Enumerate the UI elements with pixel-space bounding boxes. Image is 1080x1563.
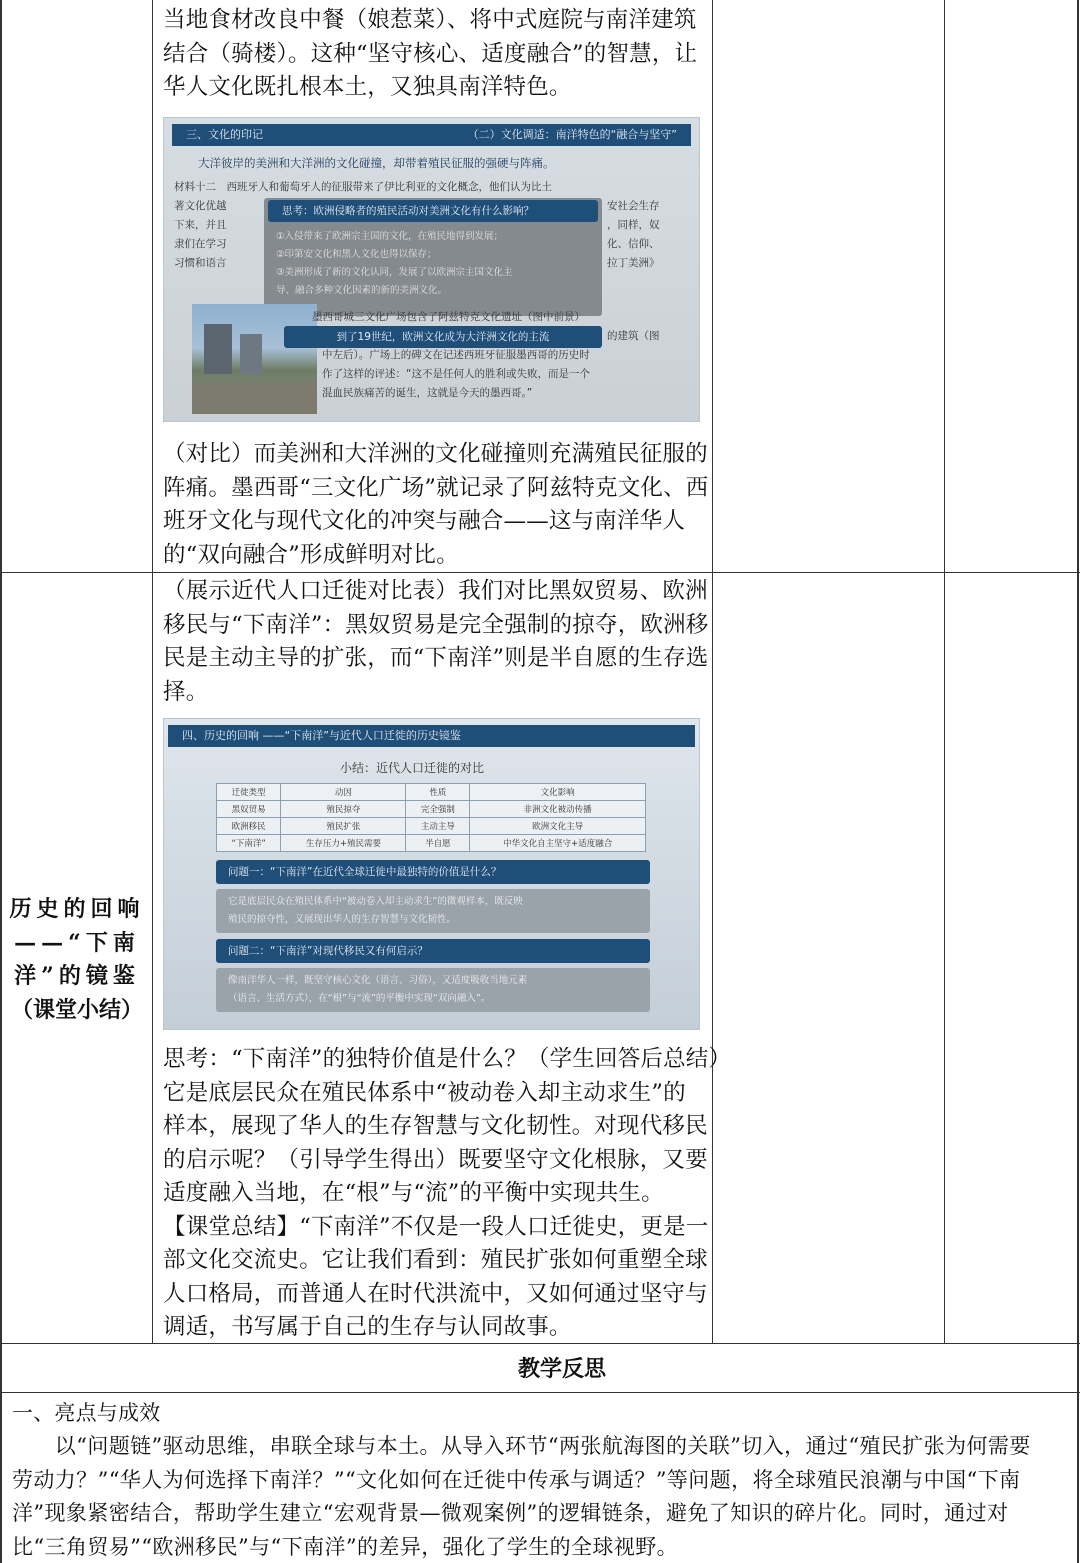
answer-one-box xyxy=(216,889,650,933)
table-cell: 殖民扩张 xyxy=(281,818,406,835)
table-border-left xyxy=(0,0,2,1563)
text-line: 班牙文化与现代文化的冲突与融合——这与南洋华人 xyxy=(163,508,686,534)
slide-header-right: （二）文化调适：南洋特色的“融合与坚守” xyxy=(467,128,677,141)
material-line: 材料十二 西班牙人和葡萄牙人的征服带来了伊比利亚的文化概念，他们认为比土 xyxy=(174,181,552,193)
reflection-subheading: 一、亮点与成效 xyxy=(12,1401,161,1425)
material-line: 拉丁美洲》 xyxy=(607,257,660,269)
table-cell: 完全强制 xyxy=(406,801,470,818)
think-title: 思考：欧洲侵略者的殖民活动对美洲文化有什么影响？ xyxy=(268,200,598,222)
slide-header xyxy=(168,725,695,747)
table-cell: 动因 xyxy=(281,784,406,801)
text-line: 择。 xyxy=(163,678,209,705)
table-row xyxy=(217,801,646,818)
section-label-line: 洋”的镜鉴 xyxy=(14,963,140,989)
conclusion-bar: 到了19世纪，欧洲文化成为大洋洲文化的主流 xyxy=(284,326,602,348)
table-cell: 殖民掠夺 xyxy=(281,801,406,818)
text-line: 以“问题链”驱动思维，串联全球与本土。从导入环节“两张航海图的关联”切入，通过“殖民扩张为何需要 xyxy=(12,1434,1031,1458)
think-point: ②印第安文化和黑人文化也得以保存； xyxy=(276,249,437,260)
migration-table xyxy=(216,783,646,852)
plaza-line: 作了这样的评述：“这不是任何人的胜利或失败，而是一个 xyxy=(322,368,590,380)
text-line: 民是主动主导的扩张，而“下南洋”则是半自愿的生存选 xyxy=(163,645,709,671)
plaza-line: 混血民族痛苦的诞生，这就是今天的墨西哥。” xyxy=(322,387,533,399)
slide-header-text: 四、历史的回响 ——“下南洋”与近代人口迁徙的历史镜鉴 xyxy=(182,729,461,742)
think-point: 导、融合多种文化因素的新的美洲文化。 xyxy=(276,285,448,296)
column-divider-3 xyxy=(944,0,945,1343)
table-cell: 主动主导 xyxy=(406,818,470,835)
table-border-right xyxy=(1077,0,1079,1563)
slide-historical-echo xyxy=(163,718,700,1030)
table-cell: 生存压力+殖民需要 xyxy=(281,835,406,852)
row1-intro-text xyxy=(163,4,697,105)
text-line: 洋”现象紧密结合，帮助学生建立“宏观背景—微观案例”的逻辑链条，避免了知识的碎片化。同时，通过对 xyxy=(12,1501,1009,1525)
table-row xyxy=(217,784,646,801)
answer-line: 殖民的掠夺性，又展现出华人的生存智慧与文化韧性。 xyxy=(228,914,457,925)
plaza-text xyxy=(312,308,585,327)
text-line: （展示近代人口迁徙对比表）我们对比黑奴贸易、欧洲 xyxy=(163,578,708,604)
answer-line: 它是底层民众在殖民体系中“被动卷入却主动求生”的微观样本，既反映 xyxy=(228,896,523,907)
section-label-line: ——“下南 xyxy=(14,929,140,956)
plaza-line: 中左后）。广场上的碑文在记述西班牙征服墨西哥的历史时 xyxy=(322,349,590,361)
row2-outro-text xyxy=(163,1043,731,1345)
row2-intro-text xyxy=(163,575,709,709)
text-line: 比“三角贸易”“欧洲移民”与“下南洋”的差异，强化了学生的全球视野。 xyxy=(12,1534,679,1559)
row1-outro-text xyxy=(163,438,709,572)
slide-cultural-imprint xyxy=(163,117,700,422)
question-two-bar: 问题二：“下南洋”对现代移民又有何启示？ xyxy=(216,939,650,963)
think-point: ③美洲形成了新的文化认同，发展了以欧洲宗主国文化主 xyxy=(276,267,513,278)
text-line: 当地食材改良中餐（娘惹菜）、将中式庭院与南洋建筑 xyxy=(163,7,697,33)
text-line: 适度融入当地，在“根”与“流”的平衡中实现共生。 xyxy=(163,1180,664,1206)
table-cell: 非洲文化被动传播 xyxy=(470,801,646,818)
text-line: 人口格局，而普通人在时代洪流中，又如何通过坚守与 xyxy=(163,1280,708,1307)
text-line: 结合（骑楼）。这种“坚守核心、适度融合”的智慧，让 xyxy=(163,40,698,67)
answer-two-box xyxy=(216,968,650,1012)
material-line: ，同样，奴 xyxy=(607,219,660,231)
table-row xyxy=(217,835,646,852)
slide-header-left: 三、文化的印记 xyxy=(186,128,263,141)
table-cell: 欧洲移民 xyxy=(217,818,281,835)
answer-line: 像南洋华人一样，既坚守核心文化（语言、习俗），又适度吸收当地元素 xyxy=(228,975,528,986)
table-cell: 中华文化自主坚守+适度融合 xyxy=(470,835,646,852)
table-cell: “下南洋” xyxy=(217,835,281,852)
table-cell: 半自愿 xyxy=(406,835,470,852)
slide-header xyxy=(172,124,691,146)
reflection-heading: 教学反思 xyxy=(517,1356,606,1382)
text-line: 的启示呢？（引导学生得出）既要坚守文化根脉，又要 xyxy=(163,1146,708,1173)
text-line: 阵痛。墨西哥“三文化广场”就记录了阿兹特克文化、西 xyxy=(163,474,709,501)
text-line: 移民与“下南洋”：黑奴贸易是完全强制的掠夺，欧洲移 xyxy=(163,611,709,638)
material-line: 安社会生存 xyxy=(607,200,660,212)
slide-subtitle: 大洋彼岸的美洲和大洋洲的文化碰撞，却带着殖民征服的强硬与阵痛。 xyxy=(198,156,555,170)
slide-subtitle: 小结：近代人口迁徙的对比 xyxy=(340,761,485,775)
material-line: 化、信仰、 xyxy=(607,238,660,250)
table-cell: 黑奴贸易 xyxy=(217,801,281,818)
text-line: （对比）而美洲和大洋洲的文化碰撞则充满殖民征服的 xyxy=(163,441,708,467)
text-line: 样本，展现了华人的生存智慧与文化韧性。对现代移民 xyxy=(163,1113,708,1139)
row-divider-3 xyxy=(0,1392,1080,1393)
plaza-photo xyxy=(192,304,317,414)
text-line: 部文化交流史。它让我们看到：殖民扩张如何重塑全球 xyxy=(163,1247,708,1273)
section-label-line: （课堂小结） xyxy=(10,996,143,1023)
slide-material-right xyxy=(607,197,660,273)
row-divider-1 xyxy=(0,572,1080,573)
think-point: ①入侵带来了欧洲宗主国的文化，在殖民地得到发展； xyxy=(276,231,504,242)
table-cell: 文化影响 xyxy=(470,784,646,801)
plaza-text-right: 的建筑（图 xyxy=(607,330,660,342)
reflection-paragraph xyxy=(12,1430,1031,1563)
text-line: 调适，书写属于自己的生存与认同故事。 xyxy=(163,1314,572,1340)
column-divider-1 xyxy=(152,0,153,1343)
text-line: 它是底层民众在殖民体系中“被动卷入却主动求生”的 xyxy=(163,1079,686,1106)
text-line: 华人文化既扎根本土，又独具南洋特色。 xyxy=(163,74,572,100)
plaza-text-lower xyxy=(322,346,590,403)
question-one-bar: 问题一：“下南洋”在近代全球迁徙中最独特的价值是什么？ xyxy=(216,860,650,884)
think-overlay xyxy=(264,198,602,316)
plaza-line: 墨西哥城三文化广场包含了阿兹特克文化遗址（图中前景） xyxy=(312,311,585,323)
text-line: 思考：“下南洋”的独特价值是什么？（学生回答后总结） xyxy=(163,1046,732,1072)
section-label xyxy=(4,893,150,1027)
table-cell: 迁徙类型 xyxy=(217,784,281,801)
table-cell: 欧洲文化主导 xyxy=(470,818,646,835)
material-line: 隶们在学习 xyxy=(174,238,227,250)
text-line: 的“双向融合”形成鲜明对比。 xyxy=(163,541,459,568)
table-cell: 性质 xyxy=(406,784,470,801)
table-row xyxy=(217,818,646,835)
material-line: 习惯和语言 xyxy=(174,257,227,269)
material-line: 著文化优越 xyxy=(174,200,227,212)
section-label-line: 历史的回响 xyxy=(9,896,145,922)
material-line: 下来，并且 xyxy=(174,219,227,231)
text-line: 【课堂总结】“下南洋”不仅是一段人口迁徙史，更是一 xyxy=(163,1213,709,1240)
answer-line: （语言、生活方式），在“根”与“流”的平衡中实现“双向融入”。 xyxy=(228,993,491,1004)
text-line: 劳动力？”“华人为何选择下南洋？”“文化如何在迁徙中传承与调适？”等问题，将全球殖民浪潮与中国“下南 xyxy=(12,1467,1021,1492)
